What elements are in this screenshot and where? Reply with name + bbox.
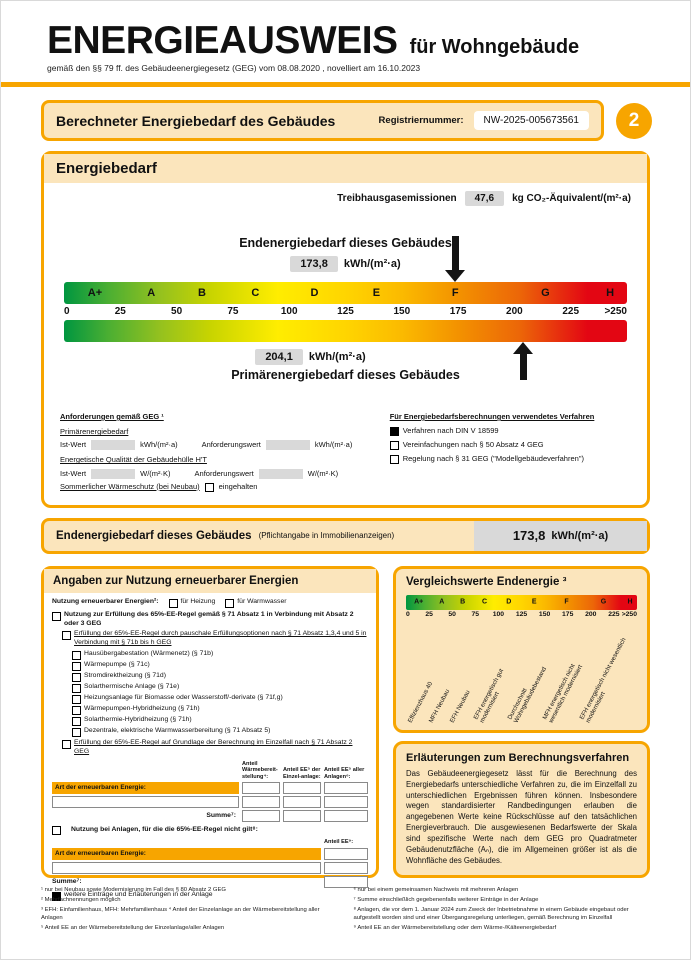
sommer-waermeschutz-row	[60, 482, 374, 492]
class-letter-f: F	[451, 287, 459, 299]
ee-option-label: Hausübergabestation (Wärmenetz) (§ 71b)	[84, 650, 214, 658]
ee-option-row	[72, 672, 368, 682]
footnote: ³ EFH: Einfamilienhaus, MFH: Mehrfamilienhaus ⁴ Anteil der Einzelanlage an der Wärmebereitstellung aller Anlagen	[41, 906, 320, 921]
scale-tick: 0	[406, 610, 410, 618]
ee-option-row	[72, 650, 368, 660]
arrow-shaft	[452, 236, 459, 270]
scale-tick: 100	[492, 610, 505, 618]
masthead	[1, 1, 690, 73]
scale-tick: 75	[227, 306, 239, 317]
energiebedarf-heading: Energiebedarf	[44, 154, 647, 183]
class-letter-h: H	[627, 598, 633, 606]
ee-more-label: weitere Einträge und Erläuterungen in der Anlage	[64, 891, 213, 899]
anforderungswert-label: Anforderungswert	[201, 440, 261, 450]
table-input-cell[interactable]	[242, 810, 280, 822]
ee-intro-row	[52, 598, 368, 608]
table-input-cell[interactable]	[324, 782, 368, 794]
ee-norule-label: Nutzung bei Anlagen, für die die 65%-EE-Regel nicht gilt⁸:	[71, 825, 258, 833]
ee-table-1	[52, 761, 368, 823]
verfahren-option	[390, 454, 631, 464]
primaerenergie-unit: kWh/(m²·a)	[308, 351, 366, 363]
ee-rule65-row	[52, 611, 368, 629]
vergleich-label: EFH Neubau	[448, 688, 472, 724]
scale-tick: 25	[114, 306, 126, 317]
scale-tick: 150	[393, 306, 411, 317]
erlaeuterungen-section	[393, 741, 650, 878]
class-letter-aplus: A+	[87, 287, 103, 299]
pflichtangabe-bar	[41, 518, 650, 554]
arrow-head-up-icon	[513, 342, 533, 354]
vergleichswerte-heading: Vergleichswerte Endenergie ³	[406, 575, 567, 588]
class-letter-g: G	[541, 287, 550, 299]
ee-einzelfall-row	[62, 739, 368, 757]
endenergie-value: 173,8	[290, 256, 338, 272]
ee-warmwasser-label: für Warmwasser	[237, 598, 287, 606]
empty-cell	[52, 839, 321, 845]
section-header-row	[41, 100, 652, 141]
footnote: ² Mehrfachnennungen möglich	[41, 896, 121, 903]
scale-tick: >250	[621, 610, 637, 618]
endenergie-label: Endenergiebedarf dieses Gebäudes	[239, 236, 452, 250]
table-input-cell[interactable]	[52, 862, 321, 874]
checkbox[interactable]	[72, 662, 81, 671]
table-input-cell[interactable]	[324, 848, 368, 860]
vergleich-label: EFH energetisch nicht wesentlich modernisiert	[578, 636, 628, 724]
col-header-ee9: Anteil EE⁹:	[324, 839, 354, 846]
ee-heizung-option	[169, 598, 216, 608]
empty-cell	[52, 761, 239, 780]
checkbox[interactable]	[205, 483, 214, 492]
primaerenergie-label: Primärenergiebedarf dieses Gebäudes	[231, 368, 460, 382]
pflichtangabe-note: (Pflichtangabe in Immobilienanzeigen)	[258, 531, 395, 541]
anforderungswert-label: Anforderungswert	[194, 468, 254, 478]
ee-heizung-label: für Heizung	[180, 598, 216, 606]
primaerenergie-value-row	[64, 348, 627, 366]
ee-option-label: Solarthermie-Hybridheizung (§ 71h)	[84, 716, 192, 724]
verfahren-option-label: Regelung nach § 31 GEG ("Modellgebäudeverfahren")	[402, 454, 584, 464]
scale-tick: 25	[425, 610, 433, 618]
arrow-shaft	[520, 354, 527, 380]
ist-wert-field[interactable]	[91, 469, 135, 479]
table-input-cell[interactable]	[324, 810, 368, 822]
sommer-heading: Sommerlicher Wärmeschutz (bei Neubau)	[60, 481, 200, 491]
unit-label: kWh/(m²·a)	[140, 440, 178, 450]
primaerenergie-value: 204,1	[255, 349, 303, 365]
class-letter-a: A	[147, 287, 156, 299]
col-header-ee-einzel: Anteil EE⁵ der Einzel-anlage:	[283, 767, 321, 780]
class-letter-e: E	[372, 287, 381, 299]
table-input-cell[interactable]	[324, 862, 368, 874]
ee-option-label: Heizungsanlage für Biomasse oder Wasserstoff/-derivate (§ 71f,g)	[84, 694, 283, 702]
erlaeuterungen-text: Das Gebäudeenergiegesetz lässt für die Berechnung des Energiebedarfs unterschiedliche Verfahren zu, die im Einzelfall zu unterschiedlichen Ergebnissen führen können. Insbesondere wegen standardisierter Randbedingungen erlauben die angegebenen Werte keine Rückschlüsse auf den tatsächlichen Energieverbrauch. Die ausgewiesenen Bedarfswerte der Skala sind spezifische Werte nach dem GEG pro Quadratmeter Gebäudenutzfläche (Aₙ), die im Allgemeinen größer ist als die Wohnfläche des Gebäudes.	[406, 768, 637, 865]
ee-option-label: Wärmepumpe (§ 71c)	[84, 661, 150, 669]
header-divider	[1, 82, 690, 87]
verfahren-option	[390, 426, 631, 436]
art-header-cell: Art der erneuerbaren Energie:	[52, 848, 321, 860]
footnotes-left	[41, 887, 338, 935]
table-input-cell[interactable]	[324, 796, 368, 808]
col-header-ee-alle: Anteil EE⁵ aller Anlagen⁶:	[324, 767, 365, 780]
class-letter-g: G	[600, 598, 607, 606]
footnotes-right	[354, 887, 651, 935]
anforderungswert-field[interactable]	[259, 469, 303, 479]
scale-tick: 225	[608, 610, 620, 618]
checkbox[interactable]	[72, 717, 81, 726]
verfahren-section	[390, 412, 631, 495]
pflichtangabe-value: 173,8	[512, 528, 546, 544]
scale-tick: 200	[585, 610, 597, 618]
scale-tick: 75	[471, 610, 480, 618]
scale-tick: 150	[538, 610, 551, 618]
ee-option-row	[72, 661, 368, 671]
footnote: ⁷ Summe einschließlich gegebenenfalls weiterer Einträge in der Anlage	[353, 896, 539, 903]
section-header-bar	[41, 100, 604, 141]
footnote: ¹ nur bei Neubau sowie Modernisierung im Fall des § 80 Absatz 2 GEG	[41, 886, 226, 893]
class-letter-d: D	[506, 598, 512, 606]
ee-einzelfall-label: Erfüllung der 65%-EE-Regel auf Grundlage der Berechnung im Einzelfall nach § 71 Absatz 2 GEG	[74, 739, 353, 755]
class-letter-f: F	[564, 598, 569, 606]
unit-label: W/(m²·K)	[307, 468, 339, 478]
treibhausgas-row	[60, 191, 631, 206]
registry-label: Registriernummer:	[378, 115, 464, 126]
efficiency-class-bar	[64, 282, 627, 304]
table-input-cell[interactable]	[242, 782, 280, 794]
checkbox[interactable]	[72, 651, 81, 660]
energy-scale	[64, 236, 627, 384]
ee-intro-label: Nutzung erneuerbarer Energien²:	[52, 598, 159, 606]
vergleichswerte-section	[393, 566, 650, 733]
class-letter-d: D	[310, 287, 319, 299]
ee-option-list	[52, 650, 368, 737]
geg-requirements	[60, 412, 374, 495]
energiebedarf-section	[41, 151, 650, 508]
checkbox[interactable]	[72, 684, 81, 693]
scale-tick: 225	[562, 306, 580, 317]
requirements-heading: Anforderungen gemäß GEG ¹	[60, 412, 164, 421]
scale-tick: 50	[171, 306, 183, 317]
document-title: ENERGIEAUSWEIS	[47, 19, 398, 62]
table-input-cell[interactable]	[283, 810, 321, 822]
gebaeudehuelle-subheading: Energetische Qualität der Gebäudehülle H'T	[60, 455, 207, 465]
checkbox[interactable]	[169, 599, 178, 608]
class-letter-a: A	[439, 598, 445, 606]
comparison-tick-row	[406, 610, 637, 622]
right-column	[393, 566, 650, 878]
comparison-label-zone	[406, 624, 637, 726]
erneuerbare-heading: Angaben zur Nutzung erneuerbarer Energien	[44, 569, 376, 593]
law-reference: gemäß den §§ 79 ff. des Gebäudeenergiegesetz (GEG) vom 08.08.2020 , novelliert am 16.10.2023	[47, 63, 421, 73]
class-letter-b: B	[197, 287, 206, 299]
checkbox[interactable]	[390, 441, 399, 450]
vergleich-label: Effizienzhaus 40	[406, 680, 435, 724]
vergleich-label: Durchschnitt Wohngebäudebestand	[506, 665, 549, 724]
scale-tick: 0	[64, 306, 70, 317]
checkbox-checked[interactable]	[390, 427, 399, 436]
ee-warmwasser-option	[225, 598, 286, 608]
document-subtitle: für Wohngebäude	[409, 36, 580, 58]
footnote: ⁶ nur bei einem gemeinsamen Nachweis mit mehreren Anlagen	[353, 886, 519, 893]
footnote: ⁹ Anteil EE an der Wärmebereitstellung oder dem Wärme-/Kälteenergiebedarf	[353, 924, 557, 931]
scale-tick: >250	[604, 306, 627, 317]
scale-tick: 100	[280, 306, 298, 317]
huelle-requirement-row	[60, 469, 374, 479]
ee-option-row	[72, 683, 368, 693]
primaerenergie-requirement-row	[60, 440, 374, 450]
ee-option-row	[72, 716, 368, 726]
ghg-unit: kg CO₂-Äquivalent/(m²·a)	[512, 193, 631, 204]
ee-option-row	[72, 705, 368, 715]
ist-wert-label: Ist-Wert	[60, 468, 87, 478]
class-letter-aplus: A+	[414, 598, 424, 606]
verfahren-option-label: Verfahren nach DIN V 18599	[402, 426, 499, 436]
primary-energy-bar	[64, 320, 627, 342]
scale-tick: 125	[515, 610, 528, 618]
checkbox[interactable]	[62, 740, 71, 749]
ee-option-row	[72, 694, 368, 704]
table-input-cell[interactable]	[283, 796, 321, 808]
ee-pauschal-label: Erfüllung der 65%-EE-Regel durch pauschale Erfüllungsoptionen nach § 71 Absatz 1,3,4 und 5 in Verbindung mit § 71b bis h GEG	[74, 630, 367, 647]
ee-option-label: Wärmepumpen-Hybridheizung (§ 71h)	[84, 705, 200, 713]
scale-tick: 50	[448, 610, 456, 618]
requirements-area	[60, 412, 631, 495]
col-header-waerme: Anteil Wärmebereit-stellung⁴:	[242, 760, 278, 780]
scale-tick: 200	[506, 306, 523, 317]
ee-option-label: Dezentrale, elektrische Warmwasserbereitung (§ 71 Absatz 5)	[84, 727, 271, 735]
ee-rule65-label: Nutzung zur Erfüllung des 65%-EE-Regel gemäß § 71 Absatz 1 in Verbindung mit Absatz 2 oder 3 GEG	[64, 610, 354, 627]
checkbox[interactable]	[390, 455, 399, 464]
vergleich-label: EFH energetisch gut modernisiert	[471, 667, 505, 724]
checkbox[interactable]	[72, 695, 81, 704]
table-input-cell[interactable]	[52, 796, 239, 808]
registry-number: NW-2025-005673561	[474, 111, 589, 130]
footnote: ⁵ Anteil EE an der Wärmebereitstellung der Einzelanlage/aller Anlagen	[41, 924, 225, 931]
table-input-cell[interactable]	[283, 782, 321, 794]
class-letter-c: C	[251, 287, 260, 299]
ist-wert-field[interactable]	[91, 440, 135, 450]
erneuerbare-body	[44, 593, 376, 907]
primaerenergiebedarf-subheading: Primärenergiebedarf	[60, 427, 129, 437]
ee-norule-row	[52, 825, 368, 835]
table-input-cell[interactable]	[242, 796, 280, 808]
scale-tick-row	[64, 304, 627, 320]
endenergie-unit: kWh/(m²·a)	[343, 258, 401, 270]
summe-label: Summe⁷:	[206, 811, 236, 819]
ee-option-label: Solarthermische Anlage (§ 71e)	[84, 683, 180, 691]
verfahren-option	[390, 440, 631, 450]
eingehalten-label: eingehalten	[218, 481, 258, 491]
pflichtangabe-title: Endenergiebedarf dieses Gebäudes	[56, 529, 252, 542]
checkbox[interactable]	[52, 612, 61, 621]
ee-option-row	[72, 727, 368, 737]
ee-table-2	[52, 839, 368, 888]
pflichtangabe-unit: kWh/(m²·a)	[551, 529, 609, 542]
endenergie-marker-arrow	[444, 236, 466, 282]
checkbox[interactable]	[72, 706, 81, 715]
section-title: Berechneter Energiebedarf des Gebäudes	[56, 112, 336, 129]
ee-option-label: Stromdirektheizung (§ 71d)	[84, 672, 166, 680]
class-letter-h: H	[606, 287, 615, 299]
primaerenergie-marker-arrow	[512, 342, 534, 380]
art-header-cell: Art der erneuerbaren Energie:	[52, 782, 239, 794]
vergleich-label: MFH Neubau	[427, 687, 451, 724]
summe-label: Summe⁷:	[52, 877, 82, 885]
checkbox[interactable]	[52, 826, 61, 835]
ghg-value: 47,6	[465, 191, 504, 206]
ee-pauschal-row	[62, 630, 368, 648]
checkbox[interactable]	[72, 728, 81, 737]
class-letter-e: E	[531, 598, 537, 606]
checkbox[interactable]	[72, 673, 81, 682]
class-letter-b: B	[460, 598, 466, 606]
unit-label: kWh/(m²·a)	[314, 440, 353, 450]
checkbox[interactable]	[225, 599, 234, 608]
page-number-badge: 2	[616, 103, 652, 139]
ist-wert-label: Ist-Wert	[60, 440, 87, 450]
scale-tick: 175	[562, 610, 574, 618]
pflichtangabe-left	[44, 521, 474, 551]
pflichtangabe-value-panel	[474, 521, 647, 551]
arrow-head-down-icon	[445, 270, 465, 282]
footnote: ⁸ Anlagen, die vor dem 1. Januar 2024 zum Zweck der Inbetriebnahme in einem Gebäude eingebaut oder aufgestellt worden sind und einer Übergangsregelung unterliegen, gemäß Berechnung im Einzelfall	[353, 906, 629, 921]
erlaeuterungen-heading: Erläuterungen zum Berechnungsverfahren	[406, 751, 630, 764]
verfahren-heading: Für Energiebedarfsberechnungen verwendetes Verfahren	[389, 412, 595, 421]
scale-tick: 175	[449, 306, 467, 317]
unit-label: W/(m²·K)	[140, 468, 171, 478]
vergleich-label: MFH energetisch nicht wesentlich modernisiert	[541, 662, 585, 724]
class-letter-c: C	[482, 598, 488, 606]
energiebedarf-body	[44, 183, 647, 505]
ghg-label: Treibhausgasemissionen	[337, 193, 457, 204]
verfahren-option-label: Vereinfachungen nach § 50 Absatz 4 GEG	[402, 440, 544, 450]
checkbox[interactable]	[62, 631, 71, 640]
scale-tick: 125	[337, 306, 354, 317]
comparison-class-bar	[406, 595, 637, 610]
endenergie-value-row	[64, 255, 627, 273]
anforderungswert-field[interactable]	[266, 440, 310, 450]
